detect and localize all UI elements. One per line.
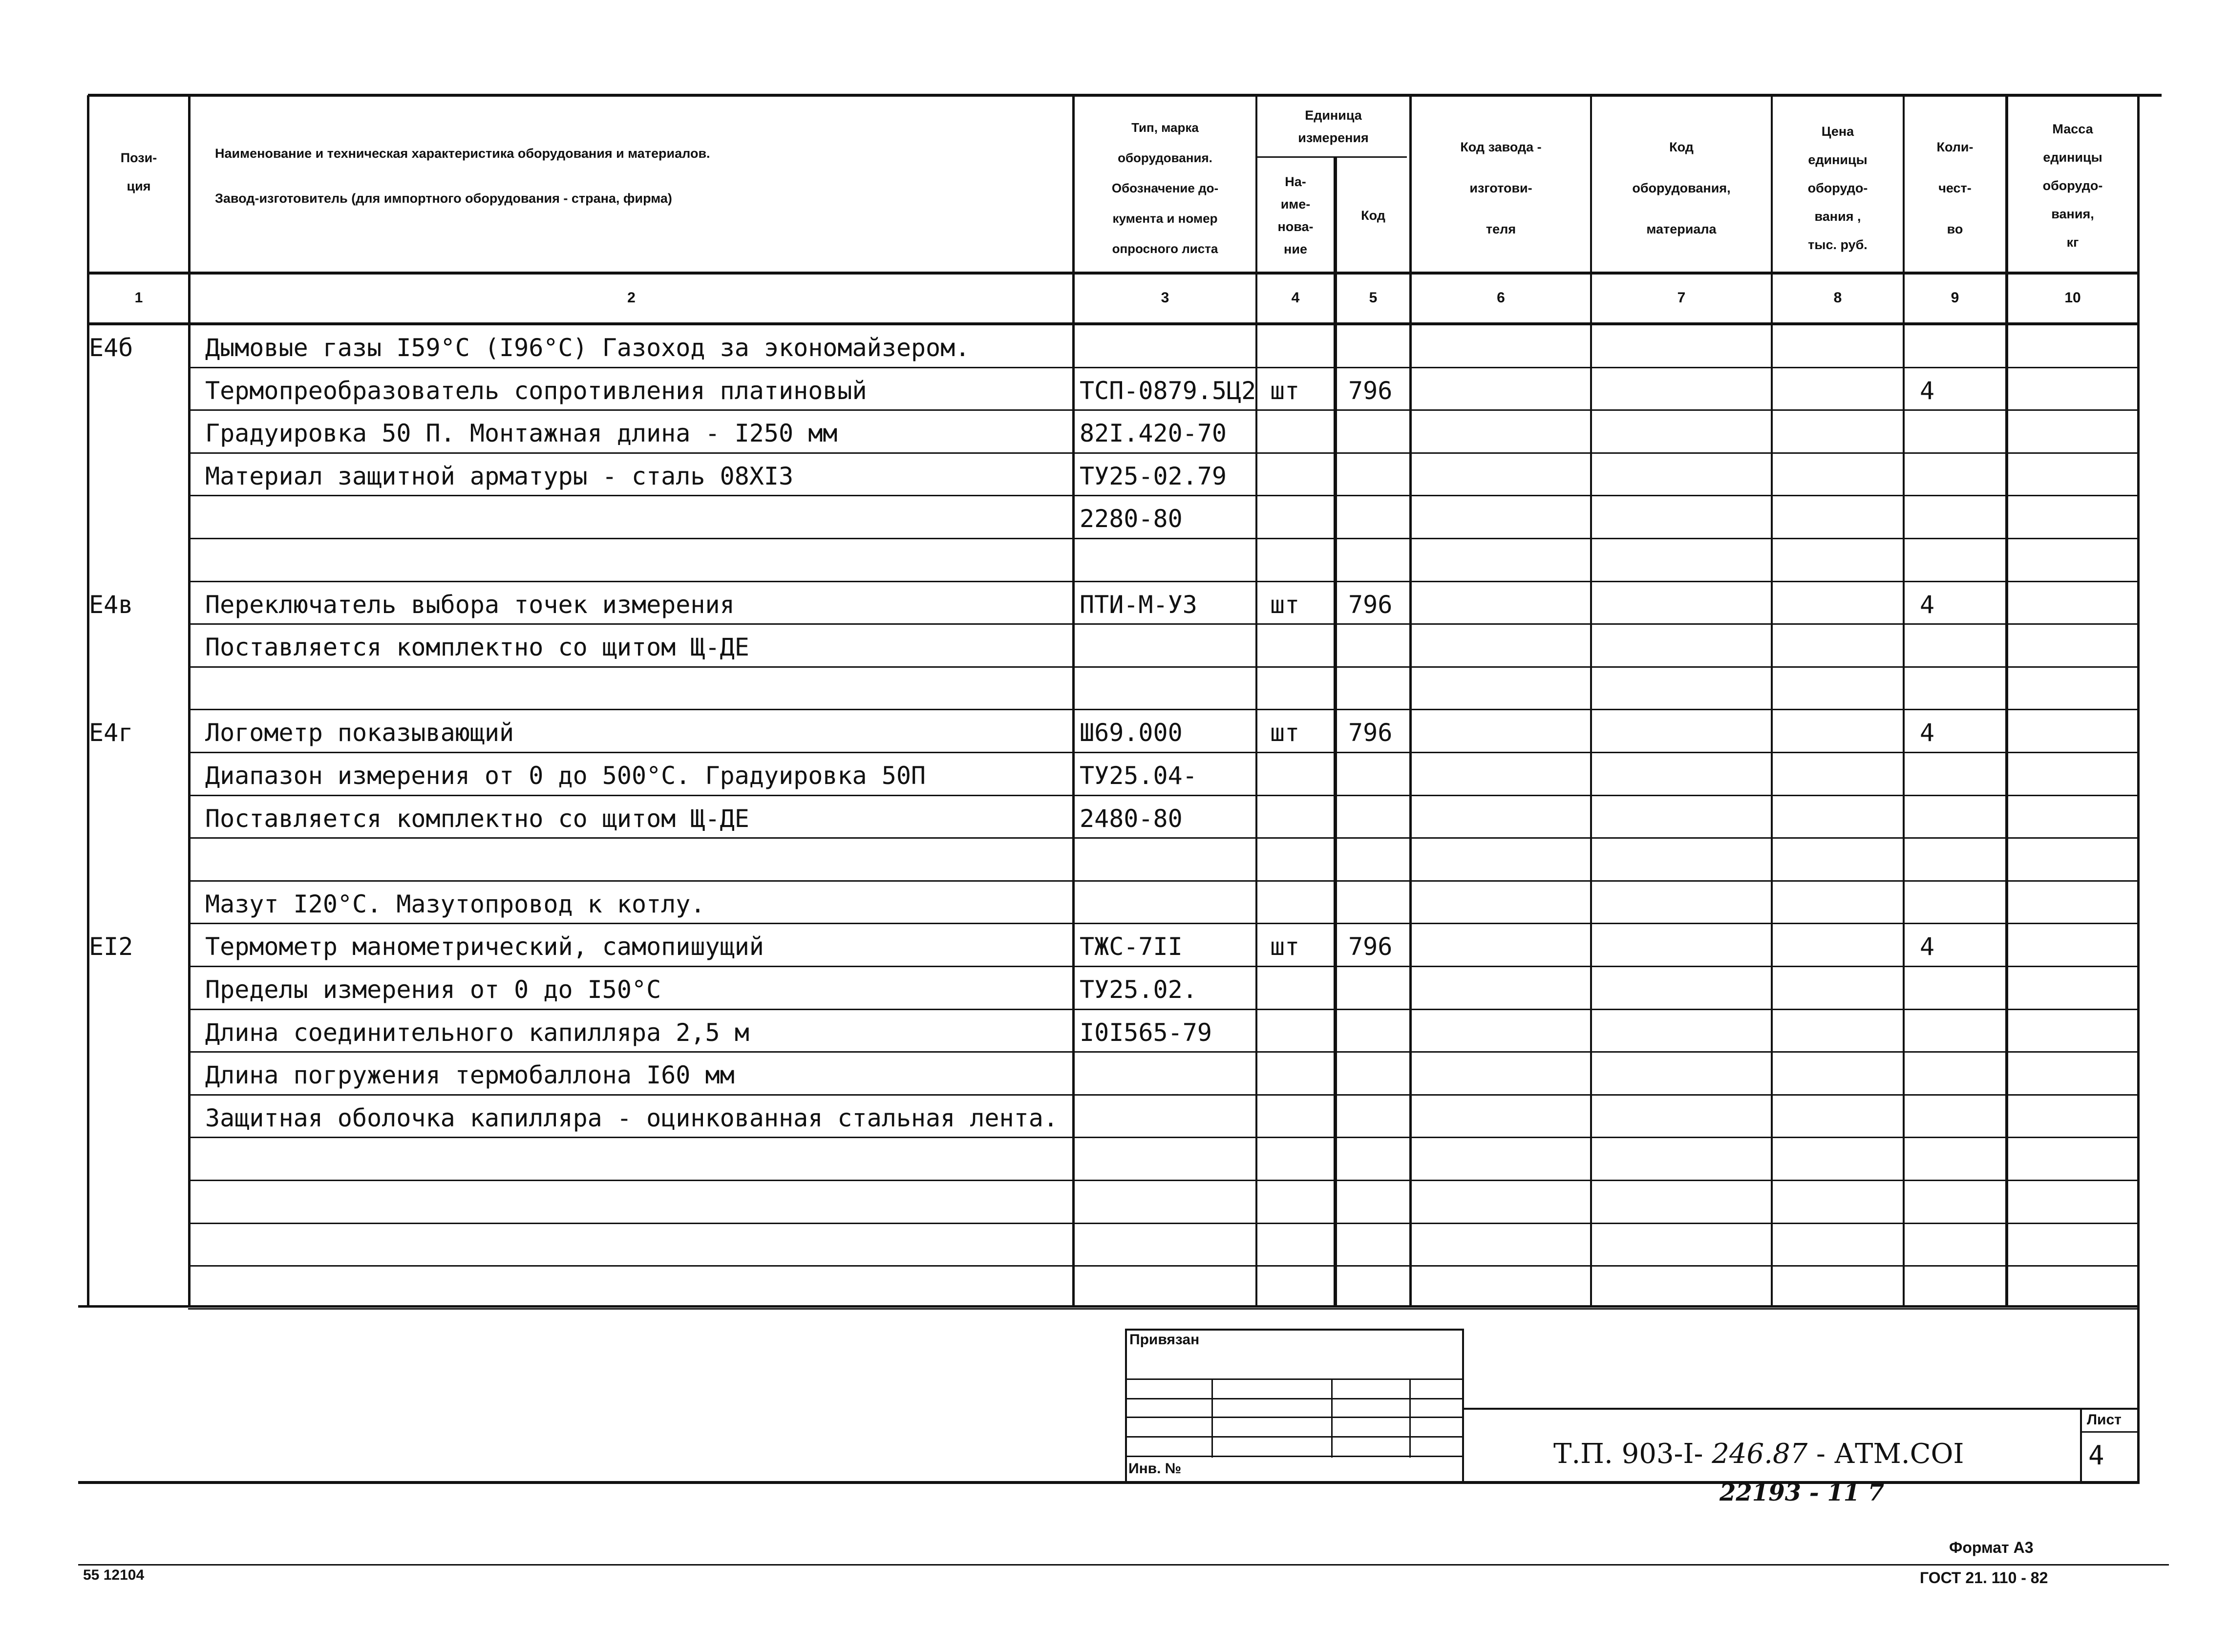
- header-position: Пози- ция: [120, 150, 157, 193]
- header-factory-code: Код завода - изготови- теля: [1460, 140, 1542, 236]
- column-number: 5: [1369, 290, 1378, 306]
- footer-sheet-code: 55 12104: [83, 1567, 145, 1583]
- header-equipment-code: Код оборудования, материала: [1632, 140, 1731, 236]
- type-cell: I0I565-79: [1080, 1018, 1212, 1047]
- name-cell: Термопреобразователь сопротивления платиновый: [205, 376, 867, 405]
- name-cell: Градуировка 50 П. Монтажная длина - I250 мм: [205, 419, 838, 448]
- footer-gost: ГОСТ 21. 110 - 82: [1920, 1569, 2048, 1587]
- quantity-cell: 4: [1920, 719, 1935, 747]
- sheet-label: Лист: [2087, 1412, 2122, 1428]
- quantity-cell: 4: [1920, 932, 1935, 961]
- name-cell: Пределы измерения от 0 до I50°С: [205, 975, 661, 1004]
- column-number: 10: [2064, 290, 2081, 306]
- column-number: 1: [134, 290, 143, 306]
- name-cell: Защитная оболочка капилляра - оцинкованная стальная лента.: [205, 1103, 1058, 1132]
- type-cell: 2280-80: [1080, 505, 1183, 533]
- name-cell: Термометр манометрический, самопишущий: [205, 932, 764, 961]
- column-number: 7: [1677, 290, 1686, 306]
- header-quantity: Коли- чест- во: [1936, 140, 1974, 236]
- header-unit-group: Единица измерения: [1298, 108, 1369, 145]
- name-cell: Длина погружения термобаллона I60 мм: [205, 1061, 735, 1090]
- document-code-handwritten: 246.87: [1712, 1438, 1808, 1470]
- position-cell: Е4б: [89, 334, 133, 362]
- name-cell: Материал защитной арматуры - сталь 08ХI3: [205, 462, 794, 490]
- document-code-prefix: Т.П. 903-I-: [1553, 1438, 1703, 1470]
- unit-cell: шт: [1270, 590, 1300, 619]
- sheet-number: 4: [2088, 1440, 2104, 1471]
- document-code: [1553, 1438, 1964, 1470]
- column-number: 3: [1161, 290, 1169, 306]
- name-cell: Поставляется комплектно со щитом Щ-ДЕ: [205, 804, 749, 833]
- name-cell: Логометр показывающий: [205, 719, 514, 747]
- position-cell: Е4г: [89, 719, 133, 747]
- inventory-number-handwritten: 22193 - 11 7: [1720, 1479, 1885, 1506]
- type-cell: 2480-80: [1080, 804, 1183, 833]
- unit-cell: шт: [1270, 719, 1300, 747]
- type-cell: ТУ25.02.: [1080, 975, 1197, 1004]
- header-name: Наименование и техническая характеристика оборудования и материалов. Завод-изготовитель (для импортного оборудования - страна, фирма): [215, 146, 710, 206]
- column-number: 9: [1951, 290, 1959, 306]
- type-cell: ТЖС-7II: [1080, 932, 1183, 961]
- unit-code-cell: 796: [1348, 932, 1393, 961]
- type-cell: 82I.420-70: [1080, 419, 1227, 448]
- position-cell: Е4в: [89, 590, 133, 619]
- type-cell: ТУ25-02.79: [1080, 462, 1227, 490]
- header-price: Цена единицы оборудо- вания , тыс. руб.: [1807, 124, 1868, 252]
- column-number: 8: [1833, 290, 1842, 306]
- type-cell: Ш69.000: [1080, 719, 1183, 747]
- name-cell: Переключатель выбора точек измерения: [205, 590, 735, 619]
- name-cell: Диапазон измерения от 0 до 500°С. Градуировка 50П: [205, 762, 926, 790]
- name-cell: Длина соединительного капилляра 2,5 м: [205, 1018, 749, 1047]
- unit-code-cell: 796: [1348, 376, 1393, 405]
- header-type: Тип, марка оборудования. Обозначение до- кумента и номер опросного листа: [1111, 120, 1219, 256]
- header-mass: Масса единицы оборудо- вания, кг: [2042, 122, 2103, 250]
- column-number: 4: [1291, 290, 1300, 306]
- stamp-inventory-label: Инв. №: [1128, 1461, 1182, 1477]
- type-cell: ТСП-0879.5Ц2: [1080, 376, 1256, 405]
- type-cell: ТУ25.04-: [1080, 762, 1197, 790]
- column-number: 2: [627, 290, 636, 306]
- name-cell: Поставляется комплектно со щитом Щ-ДЕ: [205, 633, 749, 662]
- unit-code-cell: 796: [1348, 590, 1393, 619]
- position-cell: ЕI2: [89, 932, 133, 961]
- quantity-cell: 4: [1920, 376, 1935, 405]
- name-cell: Мазут I20°С. Мазутопровод к котлу.: [205, 890, 705, 918]
- column-number: 6: [1497, 290, 1505, 306]
- unit-cell: шт: [1270, 932, 1300, 961]
- document-code-suffix: - АТМ.СОI: [1816, 1438, 1964, 1470]
- header-unit-code: Код: [1361, 208, 1385, 223]
- unit-cell: шт: [1270, 376, 1300, 405]
- header-unit-name: На- име- нова- ние: [1277, 174, 1314, 256]
- type-cell: ПТИ-М-УЗ: [1080, 590, 1197, 619]
- footer-format: Формат А3: [1949, 1539, 2034, 1556]
- unit-code-cell: 796: [1348, 719, 1393, 747]
- quantity-cell: 4: [1920, 590, 1935, 619]
- name-cell: Дымовые газы I59°С (I96°С) Газоход за экономайзером.: [205, 334, 970, 362]
- stamp-bound-label: Привязан: [1129, 1332, 1200, 1348]
